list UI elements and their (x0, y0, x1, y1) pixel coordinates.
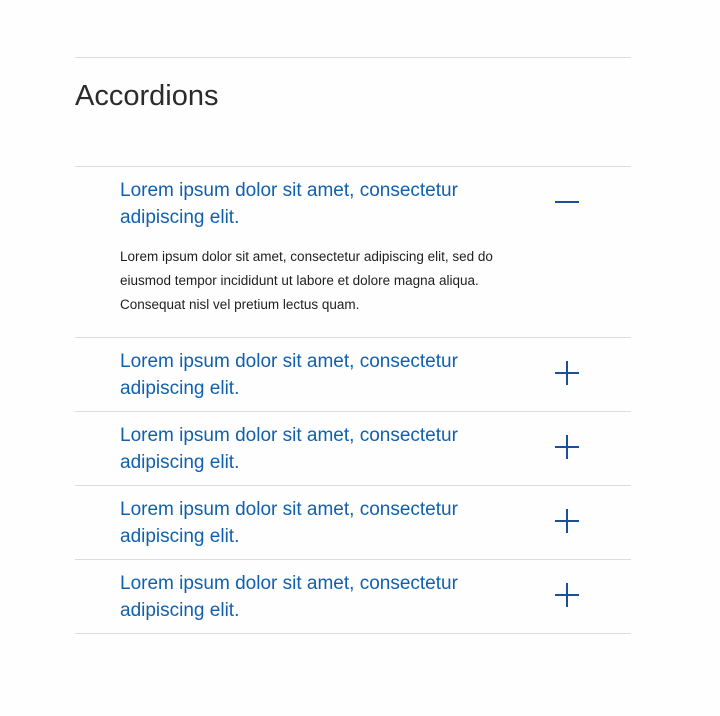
plus-icon[interactable] (555, 509, 579, 533)
page-title: Accordions (75, 80, 219, 112)
accordion (75, 166, 631, 634)
accordion-title: Lorem ipsum dolor sit amet, consectetur adipiscing elit. (120, 573, 458, 621)
top-divider (75, 57, 631, 58)
accordion-item (75, 559, 631, 634)
plus-icon[interactable] (555, 435, 579, 459)
minus-icon[interactable] (555, 190, 579, 214)
plus-icon[interactable] (555, 361, 579, 385)
plus-icon[interactable] (555, 583, 579, 607)
accordion-title: Lorem ipsum dolor sit amet, consectetur adipiscing elit. (120, 425, 458, 473)
accordion-title: Lorem ipsum dolor sit amet, consectetur adipiscing elit. (120, 180, 458, 228)
accordion-item (75, 337, 631, 411)
accordion-header[interactable] (75, 486, 631, 559)
accordion-title: Lorem ipsum dolor sit amet, consectetur adipiscing elit. (120, 499, 458, 547)
accordion-item (75, 485, 631, 559)
accordion-header[interactable] (75, 338, 631, 411)
accordion-item (75, 411, 631, 485)
accordion-title: Lorem ipsum dolor sit amet, consectetur adipiscing elit. (120, 351, 458, 399)
accordion-header[interactable] (75, 560, 631, 633)
accordion-header[interactable] (75, 412, 631, 485)
accordion-header[interactable] (75, 167, 631, 240)
accordion-item (75, 166, 631, 337)
accordion-body: Lorem ipsum dolor sit amet, consectetur adipiscing elit, sed do eiusmod tempor incididunt ut labore et dolore magna aliqua. Consequat nisl vel pretium lectus quam. (120, 249, 493, 312)
